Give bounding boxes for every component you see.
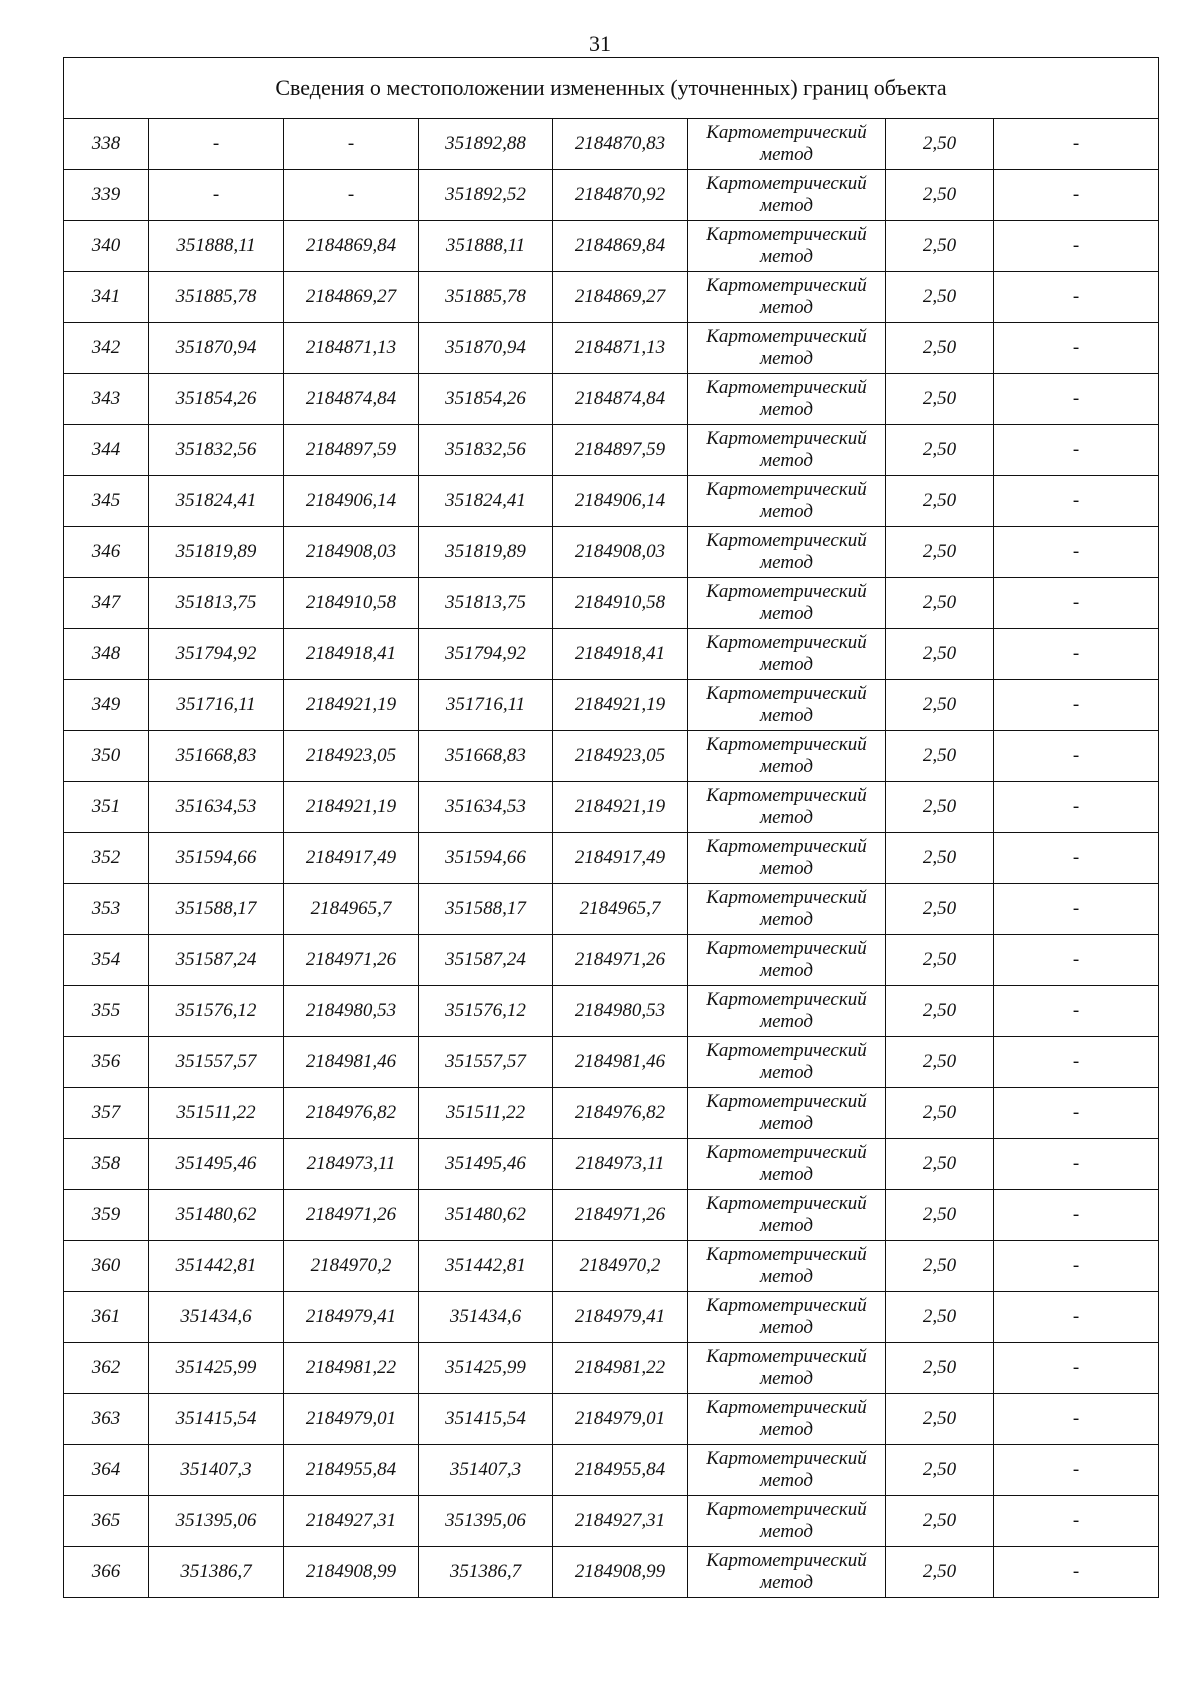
table-row [64, 782, 1159, 833]
new-x-cell: 351832,56 [419, 425, 553, 476]
table-row [64, 1190, 1159, 1241]
existing-x-cell: 351386,7 [149, 1547, 284, 1598]
new-y-cell: 2184869,27 [553, 272, 688, 323]
new-x-cell: 351386,7 [419, 1547, 553, 1598]
new-y-cell: 2184927,31 [553, 1496, 688, 1547]
accuracy-cell: 2,50 [886, 374, 994, 425]
accuracy-cell: 2,50 [886, 1088, 994, 1139]
new-y-cell: 2184955,84 [553, 1445, 688, 1496]
point-number-cell: 339 [64, 170, 149, 221]
point-number-cell: 360 [64, 1241, 149, 1292]
accuracy-cell: 2,50 [886, 629, 994, 680]
new-x-cell: 351668,83 [419, 731, 553, 782]
existing-y-cell: 2184871,13 [284, 323, 419, 374]
table-row [64, 1496, 1159, 1547]
existing-y-cell: - [284, 119, 419, 170]
existing-y-cell: 2184918,41 [284, 629, 419, 680]
method-cell: Картометрический метод [688, 986, 886, 1037]
method-cell: Картометрический метод [688, 1190, 886, 1241]
new-y-cell: 2184906,14 [553, 476, 688, 527]
new-x-cell: 351819,89 [419, 527, 553, 578]
accuracy-cell: 2,50 [886, 1394, 994, 1445]
existing-y-cell: 2184973,11 [284, 1139, 419, 1190]
table-row [64, 629, 1159, 680]
point-number-cell: 342 [64, 323, 149, 374]
accuracy-cell: 2,50 [886, 1445, 994, 1496]
table-row [64, 986, 1159, 1037]
existing-y-cell: 2184908,03 [284, 527, 419, 578]
new-y-cell: 2184921,19 [553, 782, 688, 833]
method-cell: Картометрический метод [688, 782, 886, 833]
existing-y-cell: 2184869,84 [284, 221, 419, 272]
new-x-cell: 351885,78 [419, 272, 553, 323]
table-row [64, 578, 1159, 629]
description-cell: - [994, 1445, 1159, 1496]
existing-x-cell: 351557,57 [149, 1037, 284, 1088]
new-x-cell: 351576,12 [419, 986, 553, 1037]
accuracy-cell: 2,50 [886, 884, 994, 935]
new-y-cell: 2184897,59 [553, 425, 688, 476]
new-y-cell: 2184871,13 [553, 323, 688, 374]
description-cell: - [994, 629, 1159, 680]
description-cell: - [994, 1547, 1159, 1598]
accuracy-cell: 2,50 [886, 1496, 994, 1547]
accuracy-cell: 2,50 [886, 1037, 994, 1088]
accuracy-cell: 2,50 [886, 1241, 994, 1292]
new-x-cell: 351395,06 [419, 1496, 553, 1547]
new-y-cell: 2184979,01 [553, 1394, 688, 1445]
new-x-cell: 351634,53 [419, 782, 553, 833]
description-cell: - [994, 1088, 1159, 1139]
existing-x-cell: 351588,17 [149, 884, 284, 935]
boundary-coordinates-table [63, 57, 1159, 1598]
new-y-cell: 2184917,49 [553, 833, 688, 884]
existing-x-cell: 351888,11 [149, 221, 284, 272]
method-cell: Картометрический метод [688, 476, 886, 527]
point-number-cell: 353 [64, 884, 149, 935]
accuracy-cell: 2,50 [886, 833, 994, 884]
method-cell: Картометрический метод [688, 935, 886, 986]
method-cell: Картометрический метод [688, 884, 886, 935]
description-cell: - [994, 986, 1159, 1037]
method-cell: Картометрический метод [688, 578, 886, 629]
existing-y-cell: 2184927,31 [284, 1496, 419, 1547]
description-cell: - [994, 1394, 1159, 1445]
new-y-cell: 2184970,2 [553, 1241, 688, 1292]
table-row [64, 1394, 1159, 1445]
new-x-cell: 351587,24 [419, 935, 553, 986]
method-cell: Картометрический метод [688, 1037, 886, 1088]
existing-x-cell: 351794,92 [149, 629, 284, 680]
existing-y-cell: 2184908,99 [284, 1547, 419, 1598]
table-row [64, 833, 1159, 884]
accuracy-cell: 2,50 [886, 425, 994, 476]
new-x-cell: 351594,66 [419, 833, 553, 884]
accuracy-cell: 2,50 [886, 680, 994, 731]
description-cell: - [994, 935, 1159, 986]
method-cell: Картометрический метод [688, 1547, 886, 1598]
method-cell: Картометрический метод [688, 731, 886, 782]
point-number-cell: 350 [64, 731, 149, 782]
new-x-cell: 351854,26 [419, 374, 553, 425]
table-row [64, 323, 1159, 374]
accuracy-cell: 2,50 [886, 323, 994, 374]
existing-x-cell: 351854,26 [149, 374, 284, 425]
new-x-cell: 351442,81 [419, 1241, 553, 1292]
table-row [64, 1343, 1159, 1394]
point-number-cell: 349 [64, 680, 149, 731]
new-x-cell: 351588,17 [419, 884, 553, 935]
description-cell: - [994, 476, 1159, 527]
new-y-cell: 2184908,03 [553, 527, 688, 578]
new-y-cell: 2184973,11 [553, 1139, 688, 1190]
point-number-cell: 351 [64, 782, 149, 833]
table-row [64, 527, 1159, 578]
new-y-cell: 2184965,7 [553, 884, 688, 935]
new-x-cell: 351870,94 [419, 323, 553, 374]
point-number-cell: 347 [64, 578, 149, 629]
existing-y-cell: 2184921,19 [284, 782, 419, 833]
existing-y-cell: 2184981,22 [284, 1343, 419, 1394]
point-number-cell: 354 [64, 935, 149, 986]
new-y-cell: 2184910,58 [553, 578, 688, 629]
table-row [64, 935, 1159, 986]
accuracy-cell: 2,50 [886, 1139, 994, 1190]
accuracy-cell: 2,50 [886, 935, 994, 986]
method-cell: Картометрический метод [688, 119, 886, 170]
point-number-cell: 348 [64, 629, 149, 680]
existing-x-cell: 351434,6 [149, 1292, 284, 1343]
existing-y-cell: 2184971,26 [284, 1190, 419, 1241]
description-cell: - [994, 884, 1159, 935]
existing-y-cell: 2184981,46 [284, 1037, 419, 1088]
accuracy-cell: 2,50 [886, 986, 994, 1037]
new-y-cell: 2184971,26 [553, 1190, 688, 1241]
method-cell: Картометрический метод [688, 221, 886, 272]
existing-x-cell: 351594,66 [149, 833, 284, 884]
point-number-cell: 341 [64, 272, 149, 323]
description-cell: - [994, 323, 1159, 374]
existing-x-cell: 351442,81 [149, 1241, 284, 1292]
description-cell: - [994, 1496, 1159, 1547]
new-y-cell: 2184921,19 [553, 680, 688, 731]
description-cell: - [994, 119, 1159, 170]
new-x-cell: 351794,92 [419, 629, 553, 680]
existing-x-cell: 351576,12 [149, 986, 284, 1037]
method-cell: Картометрический метод [688, 1241, 886, 1292]
new-y-cell: 2184923,05 [553, 731, 688, 782]
existing-y-cell: 2184970,2 [284, 1241, 419, 1292]
existing-y-cell: 2184979,01 [284, 1394, 419, 1445]
existing-x-cell: 351885,78 [149, 272, 284, 323]
existing-y-cell: 2184976,82 [284, 1088, 419, 1139]
existing-x-cell: 351480,62 [149, 1190, 284, 1241]
new-x-cell: 351813,75 [419, 578, 553, 629]
description-cell: - [994, 578, 1159, 629]
method-cell: Картометрический метод [688, 1445, 886, 1496]
table-row [64, 680, 1159, 731]
point-number-cell: 361 [64, 1292, 149, 1343]
existing-y-cell: 2184910,58 [284, 578, 419, 629]
new-x-cell: 351495,46 [419, 1139, 553, 1190]
table-row [64, 1139, 1159, 1190]
new-y-cell: 2184981,46 [553, 1037, 688, 1088]
existing-x-cell: 351395,06 [149, 1496, 284, 1547]
point-number-cell: 359 [64, 1190, 149, 1241]
existing-x-cell: 351425,99 [149, 1343, 284, 1394]
description-cell: - [994, 680, 1159, 731]
existing-x-cell: 351668,83 [149, 731, 284, 782]
table-row [64, 1241, 1159, 1292]
new-y-cell: 2184979,41 [553, 1292, 688, 1343]
page-number: 31 [589, 31, 611, 56]
existing-y-cell: 2184897,59 [284, 425, 419, 476]
point-number-cell: 358 [64, 1139, 149, 1190]
new-y-cell: 2184869,84 [553, 221, 688, 272]
existing-x-cell: 351511,22 [149, 1088, 284, 1139]
point-number-cell: 343 [64, 374, 149, 425]
method-cell: Картометрический метод [688, 680, 886, 731]
existing-y-cell: 2184965,7 [284, 884, 419, 935]
table-row [64, 119, 1159, 170]
accuracy-cell: 2,50 [886, 1190, 994, 1241]
table-row [64, 1292, 1159, 1343]
description-cell: - [994, 527, 1159, 578]
point-number-cell: 338 [64, 119, 149, 170]
description-cell: - [994, 1190, 1159, 1241]
accuracy-cell: 2,50 [886, 1547, 994, 1598]
new-x-cell: 351557,57 [419, 1037, 553, 1088]
accuracy-cell: 2,50 [886, 1292, 994, 1343]
point-number-cell: 340 [64, 221, 149, 272]
existing-y-cell: 2184980,53 [284, 986, 419, 1037]
method-cell: Картометрический метод [688, 1088, 886, 1139]
description-cell: - [994, 221, 1159, 272]
method-cell: Картометрический метод [688, 1139, 886, 1190]
new-y-cell: 2184870,92 [553, 170, 688, 221]
table-row [64, 1088, 1159, 1139]
point-number-cell: 365 [64, 1496, 149, 1547]
method-cell: Картометрический метод [688, 833, 886, 884]
method-cell: Картометрический метод [688, 1394, 886, 1445]
description-cell: - [994, 1343, 1159, 1394]
existing-x-cell: 351832,56 [149, 425, 284, 476]
point-number-cell: 352 [64, 833, 149, 884]
method-cell: Картометрический метод [688, 425, 886, 476]
accuracy-cell: 2,50 [886, 272, 994, 323]
table-row [64, 1037, 1159, 1088]
description-cell: - [994, 833, 1159, 884]
existing-y-cell: 2184979,41 [284, 1292, 419, 1343]
accuracy-cell: 2,50 [886, 782, 994, 833]
existing-x-cell: - [149, 170, 284, 221]
new-x-cell: 351425,99 [419, 1343, 553, 1394]
accuracy-cell: 2,50 [886, 476, 994, 527]
table-row [64, 272, 1159, 323]
new-x-cell: 351415,54 [419, 1394, 553, 1445]
existing-y-cell: 2184917,49 [284, 833, 419, 884]
accuracy-cell: 2,50 [886, 578, 994, 629]
method-cell: Картометрический метод [688, 323, 886, 374]
point-number-cell: 364 [64, 1445, 149, 1496]
new-x-cell: 351892,88 [419, 119, 553, 170]
table-row [64, 425, 1159, 476]
new-x-cell: 351434,6 [419, 1292, 553, 1343]
method-cell: Картометрический метод [688, 170, 886, 221]
new-x-cell: 351888,11 [419, 221, 553, 272]
accuracy-cell: 2,50 [886, 1343, 994, 1394]
description-cell: - [994, 425, 1159, 476]
method-cell: Картометрический метод [688, 1343, 886, 1394]
description-cell: - [994, 731, 1159, 782]
existing-x-cell: 351634,53 [149, 782, 284, 833]
point-number-cell: 355 [64, 986, 149, 1037]
existing-x-cell: 351813,75 [149, 578, 284, 629]
new-y-cell: 2184980,53 [553, 986, 688, 1037]
point-number-cell: 345 [64, 476, 149, 527]
point-number-cell: 357 [64, 1088, 149, 1139]
description-cell: - [994, 1292, 1159, 1343]
existing-x-cell: 351870,94 [149, 323, 284, 374]
method-cell: Картометрический метод [688, 374, 886, 425]
accuracy-cell: 2,50 [886, 119, 994, 170]
accuracy-cell: 2,50 [886, 221, 994, 272]
existing-x-cell: 351819,89 [149, 527, 284, 578]
method-cell: Картометрический метод [688, 1292, 886, 1343]
point-number-cell: 366 [64, 1547, 149, 1598]
description-cell: - [994, 272, 1159, 323]
new-x-cell: 351892,52 [419, 170, 553, 221]
table-row [64, 221, 1159, 272]
table-row [64, 476, 1159, 527]
existing-x-cell: 351407,3 [149, 1445, 284, 1496]
existing-x-cell: 351716,11 [149, 680, 284, 731]
method-cell: Картометрический метод [688, 629, 886, 680]
new-y-cell: 2184908,99 [553, 1547, 688, 1598]
table-title: Сведения о местоположении измененных (уточненных) границ объекта [64, 58, 1159, 119]
existing-x-cell: - [149, 119, 284, 170]
existing-y-cell: - [284, 170, 419, 221]
table-row [64, 884, 1159, 935]
new-y-cell: 2184870,83 [553, 119, 688, 170]
new-x-cell: 351480,62 [419, 1190, 553, 1241]
new-x-cell: 351824,41 [419, 476, 553, 527]
method-cell: Картометрический метод [688, 272, 886, 323]
new-x-cell: 351716,11 [419, 680, 553, 731]
table-row [64, 731, 1159, 782]
existing-y-cell: 2184869,27 [284, 272, 419, 323]
description-cell: - [994, 374, 1159, 425]
new-y-cell: 2184918,41 [553, 629, 688, 680]
existing-y-cell: 2184923,05 [284, 731, 419, 782]
existing-x-cell: 351495,46 [149, 1139, 284, 1190]
point-number-cell: 356 [64, 1037, 149, 1088]
new-y-cell: 2184976,82 [553, 1088, 688, 1139]
new-x-cell: 351407,3 [419, 1445, 553, 1496]
existing-y-cell: 2184921,19 [284, 680, 419, 731]
description-cell: - [994, 1241, 1159, 1292]
accuracy-cell: 2,50 [886, 731, 994, 782]
table-row [64, 1547, 1159, 1598]
description-cell: - [994, 1037, 1159, 1088]
method-cell: Картометрический метод [688, 527, 886, 578]
accuracy-cell: 2,50 [886, 170, 994, 221]
existing-x-cell: 351587,24 [149, 935, 284, 986]
new-x-cell: 351511,22 [419, 1088, 553, 1139]
description-cell: - [994, 170, 1159, 221]
point-number-cell: 346 [64, 527, 149, 578]
existing-x-cell: 351415,54 [149, 1394, 284, 1445]
table-row [64, 1445, 1159, 1496]
existing-y-cell: 2184874,84 [284, 374, 419, 425]
table-body [64, 119, 1159, 1598]
description-cell: - [994, 1139, 1159, 1190]
existing-y-cell: 2184955,84 [284, 1445, 419, 1496]
accuracy-cell: 2,50 [886, 527, 994, 578]
existing-y-cell: 2184906,14 [284, 476, 419, 527]
point-number-cell: 362 [64, 1343, 149, 1394]
point-number-cell: 363 [64, 1394, 149, 1445]
existing-x-cell: 351824,41 [149, 476, 284, 527]
table-row [64, 374, 1159, 425]
method-cell: Картометрический метод [688, 1496, 886, 1547]
table-title-row [64, 58, 1159, 119]
point-number-cell: 344 [64, 425, 149, 476]
description-cell: - [994, 782, 1159, 833]
new-y-cell: 2184971,26 [553, 935, 688, 986]
table-row [64, 170, 1159, 221]
new-y-cell: 2184874,84 [553, 374, 688, 425]
new-y-cell: 2184981,22 [553, 1343, 688, 1394]
existing-y-cell: 2184971,26 [284, 935, 419, 986]
